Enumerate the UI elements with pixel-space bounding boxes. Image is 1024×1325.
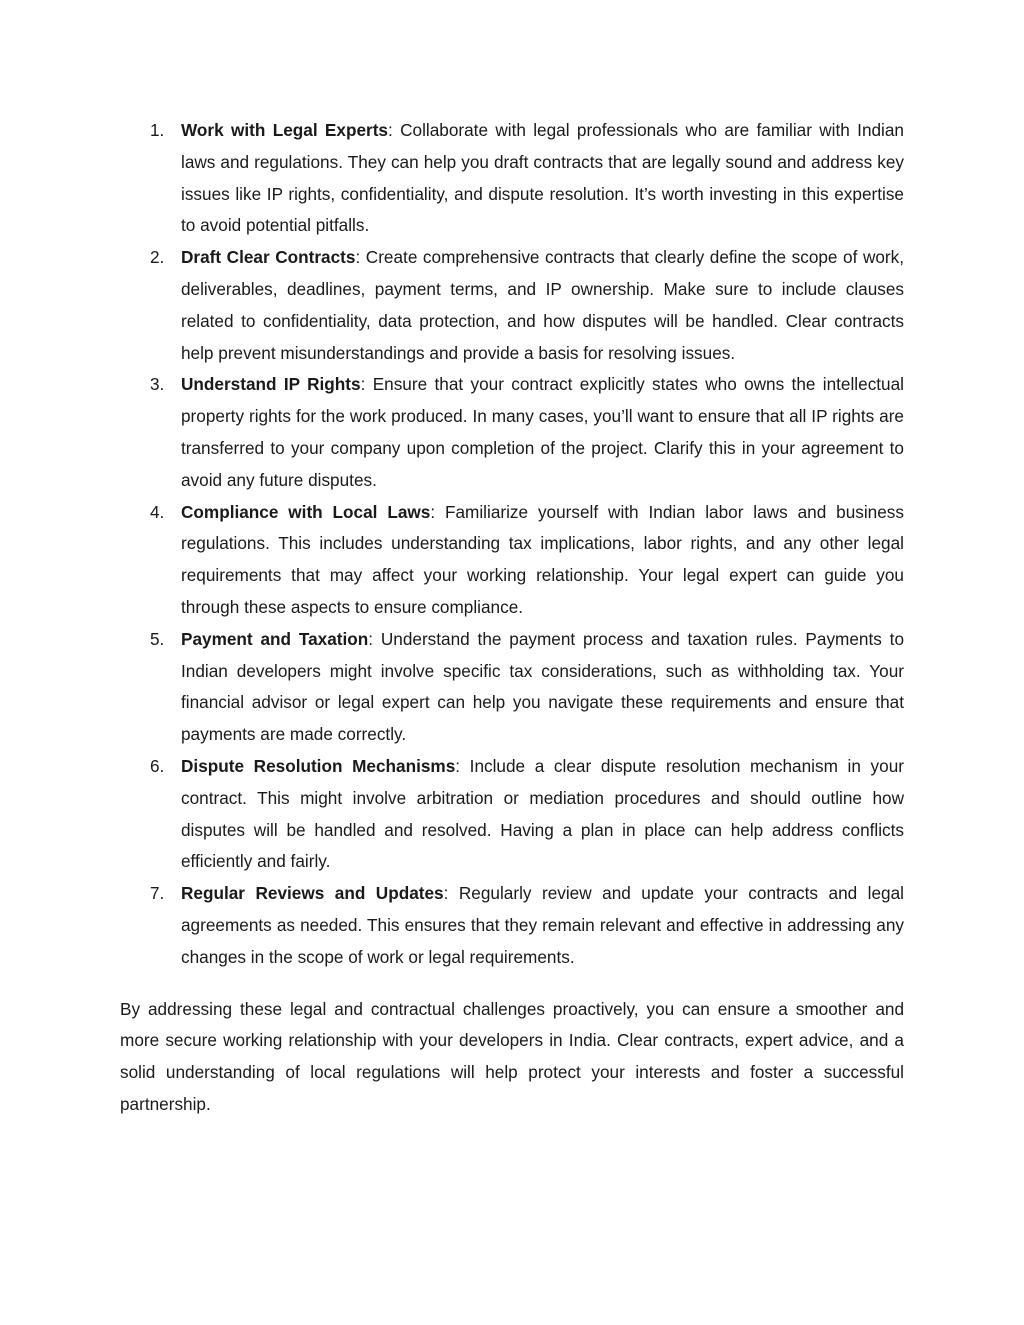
list-item-term: Dispute Resolution Mechanisms — [181, 755, 456, 776]
list-item — [120, 751, 904, 878]
list-item — [120, 369, 904, 496]
list-item-term: Regular Reviews and Updates — [181, 883, 444, 904]
list-item — [120, 878, 904, 973]
list-item-text: : Collaborate with legal professionals who are familiar with Indian laws and regulations. They can help you draft contracts that are legally sound and address key issues like IP rights, confidentiality, and dispute resolution. It’s worth investing in this expertise to avoid potential pitfalls. — [181, 120, 904, 236]
legal-steps-list — [120, 115, 904, 974]
list-item-number: 3. — [150, 374, 165, 395]
list-item-text: : Regularly review and update your contracts and legal agreements as needed. This ensures that they remain relevant and effective in addressing any changes in the scope of work or legal requirements. — [181, 883, 904, 967]
list-item — [120, 115, 904, 242]
list-item-number: 7. — [150, 883, 165, 904]
list-item-number: 2. — [150, 247, 165, 268]
list-item-term: Payment and Taxation — [181, 628, 369, 649]
list-item-term: Work with Legal Experts — [181, 120, 388, 140]
list-item-term: Understand IP Rights — [181, 374, 361, 395]
list-item-text: : Understand the payment process and taxation rules. Payments to Indian developers might involve specific tax considerations, such as withholding tax. Your financial advisor or legal expert can help you navigate these requirements and ensure that payments are made correctly. — [181, 628, 905, 745]
list-item-term: Compliance with Local Laws — [181, 501, 431, 522]
list-item — [120, 624, 904, 751]
list-item-text: : Familiarize yourself with Indian labor laws and business regulations. This includes understanding tax implications, labor rights, and any other legal requirements that may affect your working relationship. Your legal expert can guide you through these aspects to ensure compliance. — [181, 501, 904, 617]
list-item-text: : Ensure that your contract explicitly states who owns the intellectual property rights for the work produced. In many cases, you’ll want to ensure that all IP rights are transferred to your company upon completion of the project. Clarify this in your agreement to avoid any future disputes. — [181, 374, 904, 490]
list-item-number: 4. — [150, 501, 165, 522]
list-item-number: 1. — [150, 120, 165, 140]
list-item — [120, 497, 904, 624]
list-item-number: 6. — [150, 755, 165, 776]
list-item-text: : Include a clear dispute resolution mechanism in your contract. This might involve arbitration or mediation procedures and should outline how disputes will be handled and resolved. Having a plan in place can help address conflicts efficiently and fairly. — [181, 755, 904, 872]
list-item-text: : Create comprehensive contracts that clearly define the scope of work, deliverables, deadlines, payment terms, and IP ownership. Make sure to include clauses related to confidentiality, data protection, and how disputes will be handled. Clear contracts help prevent misunderstandings and provide a basis for resolving issues. — [181, 247, 905, 363]
document-body — [120, 115, 904, 1138]
list-item — [120, 242, 904, 369]
closing-paragraph: By addressing these legal and contractual challenges proactively, you can ensure a smoother and more secure working relationship with your developers in India. Clear contracts, expert advice, and a solid understanding of local regulations will help protect your interests and foster a successful partnership. — [120, 998, 904, 1114]
list-item-term: Draft Clear Contracts — [181, 247, 356, 268]
list-item-number: 5. — [150, 628, 165, 649]
